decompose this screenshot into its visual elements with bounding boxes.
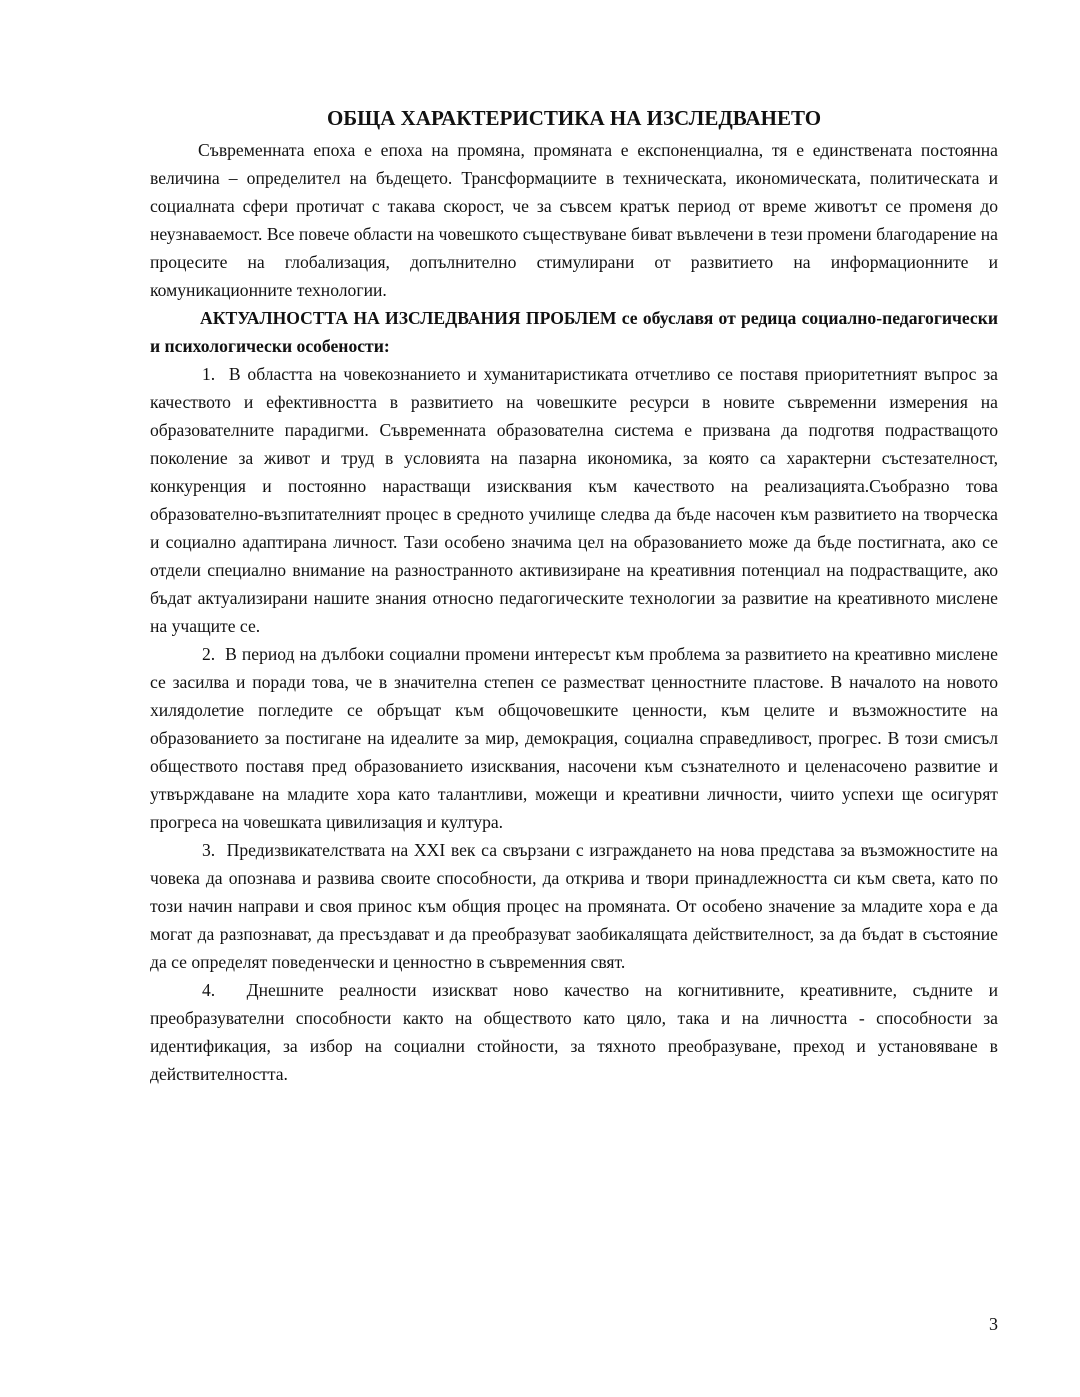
list-item-2 [150, 640, 998, 836]
list-item-text: Предизвикателствата на XXI век са свързани с изграждането на нова представа за възможностите на човека да опознава и развива своите способности, да открива и твори принадлежността си към света, като по този начин направи и своя принос към общия процес на промяната. От особено значение за младите хора е да могат да разпознават, да пресъздават и да преобразуват заобикалящата действителност, за да бъдат в състояние да се определят поведенчески и ценностно в съвременния свят. [150, 840, 998, 972]
list-item-1 [150, 360, 998, 640]
list-item-number: 3. [202, 840, 216, 860]
intro-paragraph: Съвременната епоха е епоха на промяна, промяната е експоненциална, тя е единствената постоянна величина – определител на бъдещето. Трансформациите в техническата, икономическата, политическата и социалната сфери протичат с такава скорост, че за съвсем кратък период от време животът се променя до неузнаваемост. Все повече области на човешкото съществуване биват въвлечени в тези промени благодарение на процесите на глобализация, допълнително стимулирани от развитието на информационните и комуникационните технологии. [150, 140, 998, 300]
page-title: ОБЩА ХАРАКТЕРИСТИКА НА ИЗСЛЕДВАНЕТО [326, 106, 822, 130]
document-page [150, 104, 998, 1088]
list-item-number: 4. [202, 980, 216, 1000]
list-item-text: В областта на човекознанието и хуманитаристиката отчетливо се поставя приоритетният въпрос за качеството и ефективността в развитието на човешките ресурси в новите съвременни измерения на образователните парадигми. Съвременната образователна система е призвана да подготвя подрастващото поколение за живот и труд в условията на пазарна икономика, за която са характерни състезателност, конкуренция и постоянно нарастващи изисквания към качеството на реализацията.Съобразно това образователно-възпитателният процес в средното училище следва да бъде насочен към развитието на творческа и социално адаптирана личност. Тази особено значима цел на образованието може да бъде постигната, ако се отдели специално внимание на разностранното активизиране на креативния потенциал на подрастващите, ако бъдат актуализирани нашите знания относно педагогическите технологии за развитие на креативното мислене на учащите се. [150, 364, 998, 636]
list-item-3 [150, 836, 998, 976]
relevance-heading: АКТУАЛНОСТТА НА ИЗСЛЕДВАНИЯ ПРОБЛЕМ се обуславя от редица социално-педагогически и психологически особености: [150, 308, 998, 356]
list-item-number: 2. [202, 644, 216, 664]
list-item-text: В период на дълбоки социални промени интересът към проблема за развитието на креативно мислене се засилва и поради това, че в значителна степен се разместват ценностните пластове. В началото на новото хилядолетие погледите се обръщат към общочовешките ценности, към целите и възможностите на образованието за постигане на идеалите за мир, демокрация, социална справедливост, прогрес. В този смисъл обществото поставя пред образованието изисквания, насочени към съзнателното и целенасочено развитие и утвърждаване на младите хора като талантливи, можещи и креативни личности, чиито успехи ще осигурят прогреса на човешката цивилизация и култура. [150, 644, 998, 832]
list-item-number: 1. [202, 364, 216, 384]
list-item-text: Днешните реалности изискват ново качество на когнитивните, креативните, съдните и преобразувателни способности както на обществото като цяло, така и на личността - способности за идентификация, за избор на социални стойности, за тяхното преобразуване, преход и установяване в действителността. [150, 980, 998, 1084]
page-number: 3 [989, 1314, 998, 1334]
list-item-4 [150, 976, 998, 1088]
